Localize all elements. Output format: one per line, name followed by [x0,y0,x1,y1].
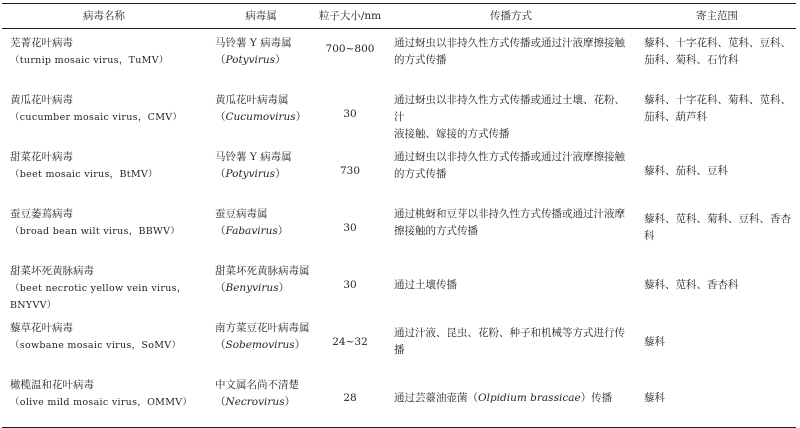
table-row [2,257,796,314]
host-line: 藜科、茄科、豆科 [644,164,728,177]
header-genus: 病毒属 [206,4,316,29]
virus-name-cell [2,200,206,257]
host-range-cell [638,29,796,86]
genus-cn: 黄瓜花叶病毒属 [215,93,289,106]
genus-latin: Potyvirus [225,167,276,180]
virus-table-container [2,3,796,428]
header-host-range: 寄主范围 [638,4,796,29]
virus-name-cell [2,314,206,371]
transmission-line: 通过蚜虫以非持久性方式传播或通过土壤、花粉、汁 [394,93,625,123]
transmission-cell [384,371,638,428]
genus-cn: 南方菜豆花叶病毒属 [215,321,310,334]
virus-name-en: （broad bean wilt virus，BBWV） [10,225,181,237]
transmission-prefix: 通过芸薹油壶菌（ [394,392,478,405]
genus-cn: 马铃薯 Y 病毒属 [215,37,292,49]
transmission-cell [384,257,638,314]
table-row [2,86,796,143]
host-line: 茄科、菊科、石竹科 [644,54,739,66]
transmission-line: 通过土壤传播 [394,278,457,291]
genus-latin: Fabavirus [225,224,278,237]
genus-cn: 蚕豆病毒属 [215,207,268,220]
header-transmission: 传播方式 [384,4,638,29]
transmission-line: 通过蚜虫以非持久性方式传播或通过汁液摩擦接触 [394,150,625,163]
header-particle-size: 粒子大小/nm [316,4,384,29]
particle-size-cell: 700~800 [325,43,375,55]
transmission-line: 通过汁液、昆虫、花粉、种子和机械等方式进行传播 [394,327,625,356]
transmission-cell [384,314,638,371]
genus-latin: Cucumovirus [225,110,296,123]
virus-name-cell [2,257,206,314]
transmission-line: 的方式传播 [394,54,447,66]
virus-name-cn: 藜草花叶病毒 [10,321,73,334]
transmission-line: 通过桃蚜和豆芽以非持久性方式传播或通过汁液摩 [394,207,625,220]
transmission-line: 的方式传播 [394,167,447,180]
host-line: 藜科、苋科、菊科、豆科、香杏科 [644,213,791,242]
virus-name-en: （cucumber mosaic virus，CMV） [10,111,183,123]
table-row [2,29,796,86]
genus-cn: 中文属名尚不清楚 [215,378,299,391]
virus-name-cn: 芜菁花叶病毒 [10,37,73,49]
transmission-cell [384,200,638,257]
transmission-cell [384,86,638,143]
genus-latin: Necrovirus [225,395,285,408]
header-virus-name: 病毒名称 [2,4,206,29]
virus-name-cell [2,29,206,86]
genus-cell: 马铃薯 Y 病毒属 （Potyvirus） [206,143,316,200]
transmission-line [394,390,632,407]
transmission-suffix: ）传播 [580,392,613,405]
virus-name-cell [2,86,206,143]
genus-cell: 马铃薯 Y 病毒属 （Potyvirus） [206,29,316,86]
virus-name-cell [2,371,206,428]
host-range-cell [638,200,796,257]
transmission-line: 液接触、嫁接的方式传播 [394,127,510,140]
genus-cell: 蚕豆病毒属 （Fabavirus） [206,200,316,257]
genus-cell: 南方菜豆花叶病毒属 （Sobemovirus） [206,314,316,371]
virus-name-en: （olive mild mosaic virus，OMMV） [10,396,193,408]
transmission-line: 通过蚜虫以非持久性方式传播或通过汁液摩擦接触 [394,37,625,49]
particle-size-cell: 28 [316,371,384,428]
virus-name-cn: 橄榄温和花叶病毒 [10,378,94,391]
genus-latin: Potyvirus [225,54,276,66]
host-line: 藜科 [644,392,665,405]
host-range-cell [638,257,796,314]
host-line: 藜科、十字花科、苋科、豆科、 [644,37,791,49]
virus-name-cn: 黄瓜花叶病毒 [10,93,73,106]
transmission-line: 擦接触的方式传播 [394,224,478,237]
host-range-cell [638,86,796,143]
table-row [2,314,796,371]
particle-size-cell: 30 [343,107,357,120]
genus-latin: Benyvirus [225,281,279,294]
table-row [2,371,796,428]
table-row [2,200,796,257]
virus-name-cell [2,143,206,200]
particle-size-cell: 24~32 [332,335,368,348]
particle-size-cell: 30 [343,221,357,234]
virus-name-cn: 甜菜花叶病毒 [10,150,73,163]
virus-table [2,3,796,428]
host-line: 茄科、葫芦科 [644,110,707,123]
virus-name-cn: 蚕豆萎蔫病毒 [10,207,73,220]
genus-cell: 中文属名尚不清楚 （Necrovirus） [206,371,316,428]
virus-name-en: （beet mosaic virus，BtMV） [10,168,158,180]
table-row [2,143,796,200]
virus-name-en: （sowbane mosaic virus，SoMV） [10,339,182,351]
host-line: 藜科、十字花科、菊科、苋科、 [644,93,791,106]
host-range-cell [638,314,796,371]
host-line: 藜科、苋科、香杏科 [644,278,739,291]
genus-cn: 甜菜坏死黄脉病毒属 [215,264,310,277]
host-range-cell [638,143,796,200]
virus-name-en: （turnip mosaic virus，TuMV） [10,55,169,66]
genus-latin: Sobemovirus [225,338,295,351]
genus-cell: 黄瓜花叶病毒属 （Cucumovirus） [206,86,316,143]
transmission-latin: Olpidium brassicae [478,392,581,405]
virus-name-en: （beet necrotic yellow vein virus，BNYVV） [10,282,187,311]
transmission-cell [384,29,638,86]
header-row [2,4,796,29]
virus-name-cn: 甜菜坏死黄脉病毒 [10,264,94,277]
host-range-cell [638,371,796,428]
genus-cn: 马铃薯 Y 病毒属 [215,150,292,163]
transmission-cell [384,143,638,200]
particle-size-cell: 30 [343,278,357,291]
particle-size-cell: 730 [339,164,361,177]
genus-cell: 甜菜坏死黄脉病毒属 （Benyvirus） [206,257,316,314]
host-line: 藜科 [644,335,665,348]
